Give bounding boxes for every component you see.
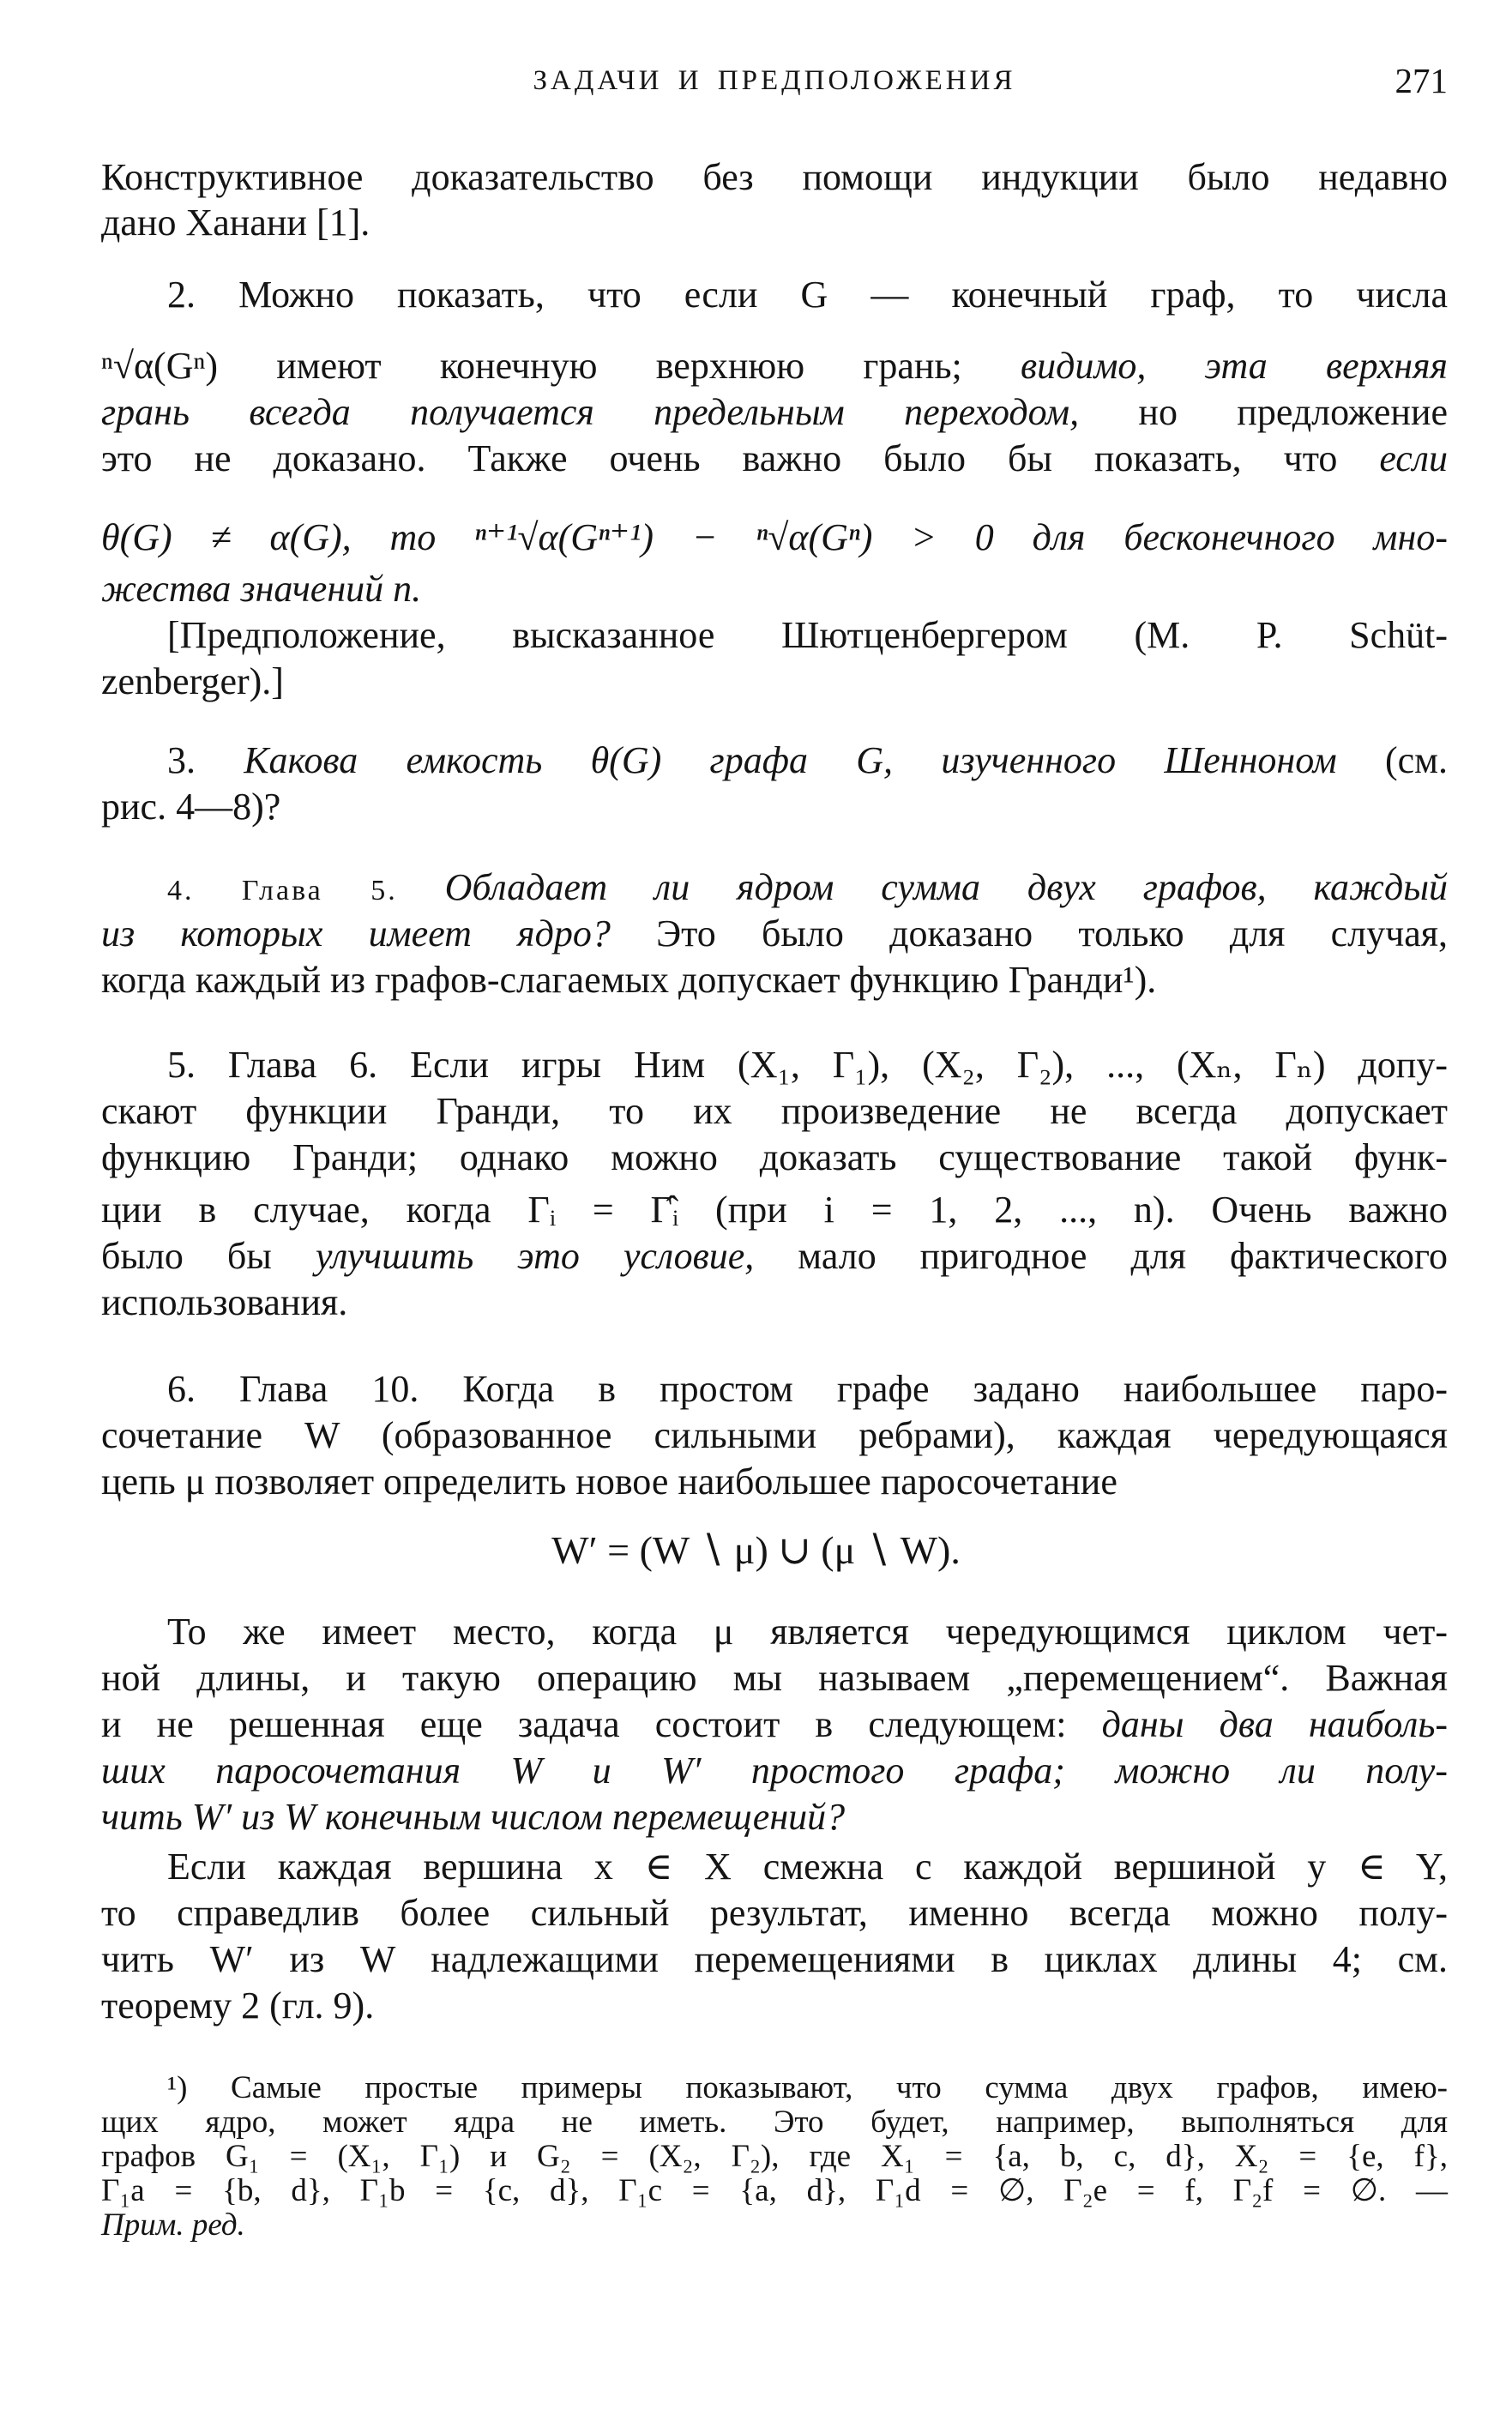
text-line: zenberger).] [101, 660, 284, 702]
problem-number: 3. [167, 739, 196, 781]
emphasis-text: Какова емкость θ(G) графа G, изученного Шенноном [244, 739, 1337, 781]
math-line: θ(G) ≠ α(G), то ⁿ⁺¹√α(Gⁿ⁺¹) − ⁿ√α(Gⁿ) > 0 для бесконечного мно- [101, 516, 1448, 558]
footnote-line: щих ядро, может ядра не иметь. Это будет, например, выполняться для [101, 2105, 1448, 2140]
emphasis-text: видимо, эта верхняя [1020, 345, 1449, 387]
text-line: То же имеет место, когда μ является чередующимся циклом чет- [167, 1611, 1448, 1653]
plain-text: было бы [101, 1235, 272, 1277]
text-line: скают функции Гранди, то их произведение не всегда допускает [101, 1090, 1448, 1132]
emphasis-text: из которых имеет ядро? [101, 912, 611, 955]
plain-text: Это было доказано только для случая, [656, 912, 1449, 955]
text-line: дано Ханани [1]. [101, 202, 370, 244]
footnote-line: графов G₁ = (X₁, Γ₁) и G₂ = (X₂, Γ₂), где X₁ = {a, b, c, d}, X₂ = {e, f}, [101, 2139, 1448, 2174]
text-line [101, 389, 1448, 436]
text-line: ции в случае, когда Γᵢ = Γ̂ᵢ (при i = 1, 2, ..., n). Очень важно [101, 1189, 1448, 1231]
footnote-line: ¹) Самые простые примеры показывают, что сумма двух графов, имею- [167, 2070, 1448, 2105]
text-line [101, 436, 1448, 482]
text-line: то справедлив более сильный результат, именно всегда можно полу- [101, 1892, 1448, 1934]
text-line: цепь μ позволяет определить новое наибольшее паросочетание [101, 1460, 1117, 1503]
page-number: 271 [1395, 61, 1448, 100]
plain-text: (см. [1384, 739, 1448, 781]
text-line [101, 343, 1448, 389]
text-line: ной длины, и такую операцию мы называем „перемещением“. Важная [101, 1657, 1448, 1699]
emphasis-text: улучшить это условие, [315, 1235, 755, 1277]
emphasis-text: грань всегда получается предельным переходом, [101, 391, 1080, 433]
text-line: Если каждая вершина x ∈ X смежна с каждой вершиной y ∈ Y, [167, 1846, 1448, 1888]
text-line: чить W′ из W надлежащими перемещениями в циклах длины 4; см. [101, 1938, 1448, 1980]
text-line: [Предположение, высказанное Шютценбергером (M. P. Schüt- [167, 614, 1448, 656]
emphasis-text: Обладает ли ядром сумма двух графов, каждый [444, 866, 1449, 908]
text-line: Конструктивное доказательство без помощи индукции было недавно [101, 156, 1448, 198]
text-line: 5. Глава 6. Если игры Ним (X₁, Γ₁), (X₂, Γ₂), ..., (Xₙ, Γₙ) допу- [167, 1044, 1448, 1086]
plain-text: и не решенная еще задача состоит в следующем: [101, 1703, 1067, 1745]
emphasis-text: даны два наиболь- [1101, 1703, 1448, 1745]
page-header [101, 57, 1448, 108]
display-equation: W′ = (W ∖ μ) ∪ (μ ∖ W). [551, 1528, 961, 1572]
math-expression: ⁿ√α(Gⁿ) имеют конечную верхнюю грань; [101, 345, 962, 387]
text-line: рис. 4—8)? [101, 786, 281, 828]
text-line [167, 738, 1448, 784]
text-line: функцию Гранди; однако можно доказать существование такой функ- [101, 1136, 1448, 1178]
text-line [167, 864, 1448, 914]
footnote-line: Γ₁a = {b, d}, Γ₁b = {c, d}, Γ₁c = {a, d}, Γ₁d = ∅, Γ₂e = f, Γ₂f = ∅. — [101, 2173, 1448, 2208]
text-line: сочетание W (образованное сильными ребрами), каждая чередующаяся [101, 1414, 1448, 1456]
text-line: 2. Можно показать, что если G — конечный граф, то числа [167, 274, 1448, 316]
chapter-reference: 4. Глава 5. [167, 875, 398, 906]
text-line [101, 1701, 1448, 1748]
text-line: ших паросочетания W и W′ простого графа; можно ли полу- [101, 1750, 1448, 1792]
plain-text: но предложение [1138, 391, 1449, 433]
text-line: теорему 2 (гл. 9). [101, 1984, 375, 2027]
running-title: ЗАДАЧИ И ПРЕДПОЛОЖЕНИЯ [533, 65, 1016, 96]
plain-text: мало пригодное для фактического [798, 1235, 1448, 1277]
text-line: чить W′ из W конечным числом перемещений? [101, 1796, 846, 1838]
footnote-editor-note: Прим. ред. [101, 2207, 245, 2243]
text-line: жества значений n. [101, 568, 422, 610]
text-line [101, 911, 1448, 957]
text-line: использования. [101, 1281, 348, 1323]
text-line [101, 1233, 1448, 1280]
emphasis-text: если [1379, 437, 1448, 479]
text-line: 6. Глава 10. Когда в простом графе задано наибольшее паро- [167, 1368, 1448, 1410]
plain-text: это не доказано. Также очень важно было бы показать, что [101, 437, 1338, 479]
text-line: когда каждый из графов-слагаемых допускает функцию Гранди¹). [101, 959, 1157, 1001]
